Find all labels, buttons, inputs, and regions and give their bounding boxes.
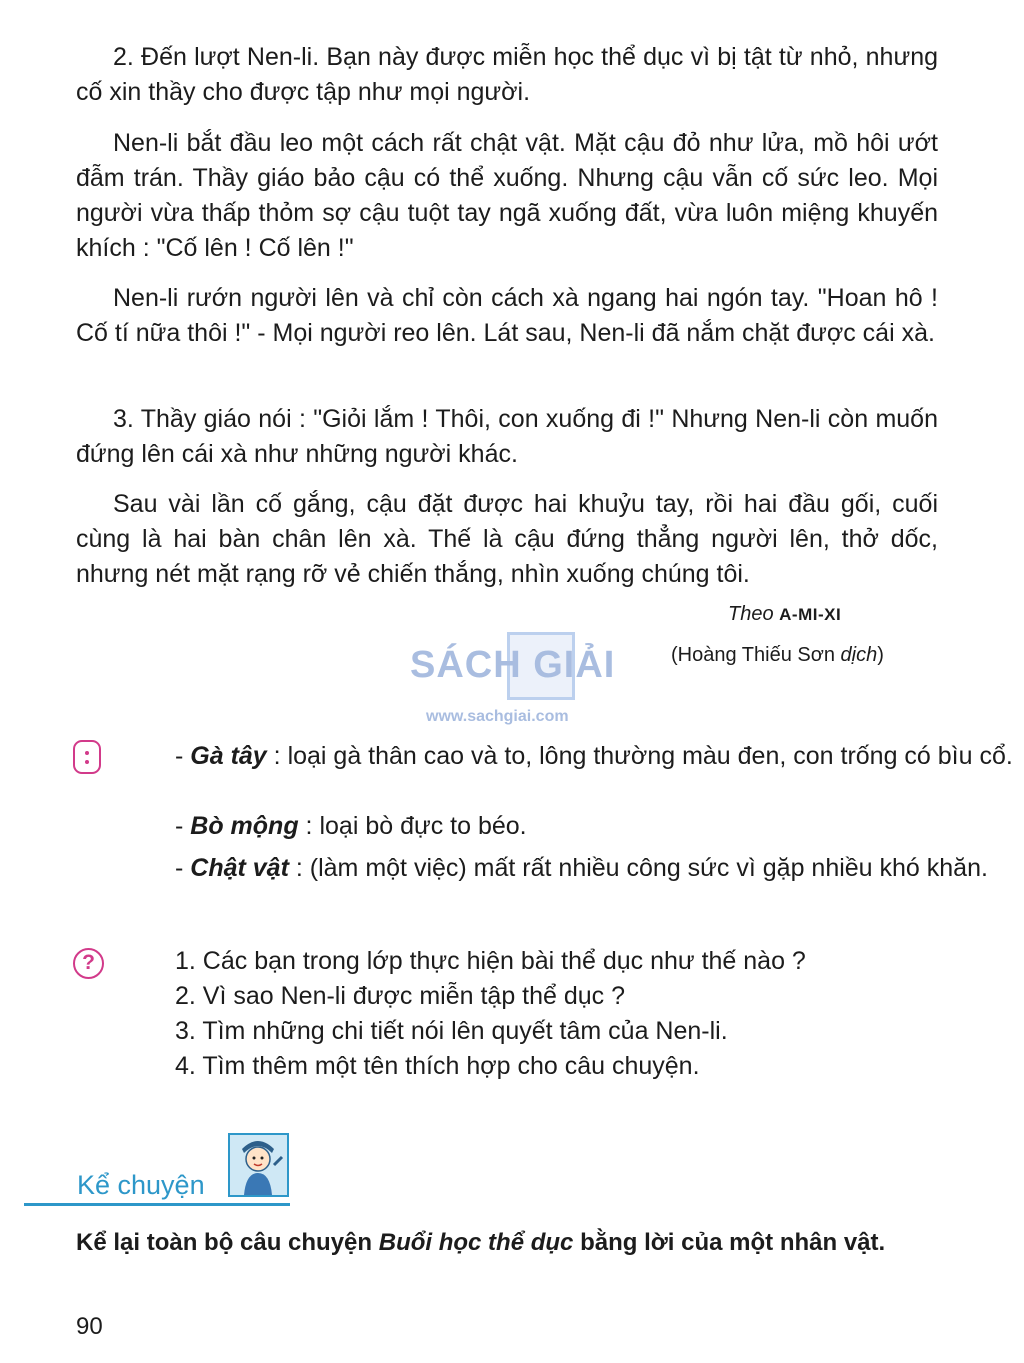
source-theo: Theo	[728, 603, 774, 625]
watermark-brand: SÁCH GIẢI	[410, 644, 616, 686]
story-translator	[671, 644, 884, 667]
translator-word: dịch	[840, 644, 878, 666]
task-text-after: bằng lời của một nhân vật.	[573, 1229, 886, 1256]
glossary-sep: :	[288, 854, 310, 882]
glossary-icon	[73, 740, 101, 774]
storyteller-icon	[228, 1133, 289, 1197]
question-mark-icon: ?	[73, 948, 104, 979]
question-item: 3. Tìm những chi tiết nói lên quyết tâm của Nen-li.	[175, 1017, 728, 1045]
question-item: 4. Tìm thêm một tên thích hợp cho câu chuyện.	[175, 1052, 700, 1080]
glossary-item: - Bò mộng : loại bò đực to béo.	[175, 812, 527, 840]
story-source	[728, 603, 841, 626]
translator-close: )	[877, 644, 884, 666]
glossary-definition: loại bò đực to béo.	[319, 812, 527, 840]
glossary-definition: (làm một việc) mất rất nhiều công sức vì gặp nhiều khó khăn.	[309, 854, 988, 882]
story-paragraph-5: Sau vài lần cố gắng, cậu đặt được hai khuỷu tay, rồi hai đầu gối, cuối cùng là hai bàn chân lên xà. Thế là cậu đứng thẳng người lên, thở dốc, nhưng nét mặt rạng rỡ vẻ chiến thắng, nhìn xuống chúng tôi.	[76, 490, 938, 588]
storytelling-task	[76, 1229, 885, 1257]
glossary-term: Gà tây	[190, 742, 267, 770]
watermark-url: www.sachgiai.com	[426, 708, 569, 725]
question-item: 1. Các bạn trong lớp thực hiện bài thể dục như thế nào ?	[175, 947, 806, 975]
task-story-title: Buổi học thể dục	[378, 1229, 574, 1256]
glossary-item: - Gà tây : loại gà thân cao và to, lông thường màu đen, con trống có bìu cổ.	[175, 742, 1013, 770]
section-title-ke-chuyen: Kể chuyện	[77, 1170, 205, 1200]
glossary-definition: loại gà thân cao và to, lông thường màu đen, con trống có bìu cổ.	[287, 742, 1013, 770]
question-item: 2. Vì sao Nen-li được miễn tập thể dục ?	[175, 982, 626, 1010]
translator-name: (Hoàng Thiếu Sơn	[671, 644, 841, 666]
section-underline	[24, 1203, 290, 1206]
watermark	[410, 630, 620, 730]
story-paragraph-4: 3. Thầy giáo nói : "Giỏi lắm ! Thôi, con xuống đi !" Nhưng Nen-li còn muốn đứng lên cái xà như những người khác.	[76, 405, 938, 468]
story-paragraph-3: Nen-li rướn người lên và chỉ còn cách xà ngang hai ngón tay. "Hoan hô ! Cố tí nữa thôi !" - Mọi người reo lên. Lát sau, Nen-li đã nắm chặt được cái xà.	[76, 284, 938, 347]
task-text-before: Kể lại toàn bộ câu chuyện	[76, 1229, 379, 1256]
question-list	[175, 944, 806, 1084]
glossary-item: - Chật vật : (làm một việc) mất rất nhiều công sức vì gặp nhiều khó khăn.	[175, 854, 988, 882]
glossary-term: Chật vật	[190, 854, 289, 882]
page-number: 90	[76, 1313, 103, 1340]
story-paragraph-2: Nen-li bắt đầu leo một cách rất chật vật. Mặt cậu đỏ như lửa, mồ hôi ướt đẫm trán. Thầy giáo bảo cậu có thể xuống. Nhưng cậu vẫn cố sức leo. Mọi người vừa thấp thỏm sợ cậu tuột tay ngã xuống đất, vừa luôn miệng khuyến khích : "Cố lên ! Cố lên !"	[76, 129, 938, 262]
glossary-term: Bò mộng	[190, 812, 299, 840]
source-author: A-MI-XI	[779, 605, 842, 624]
story-paragraph-1: 2. Đến lượt Nen-li. Bạn này được miễn học thể dục vì bị tật từ nhỏ, nhưng cố xin thầy cho được tập như mọi người.	[76, 43, 938, 106]
glossary-sep: :	[298, 812, 320, 840]
glossary-sep: :	[266, 742, 288, 770]
